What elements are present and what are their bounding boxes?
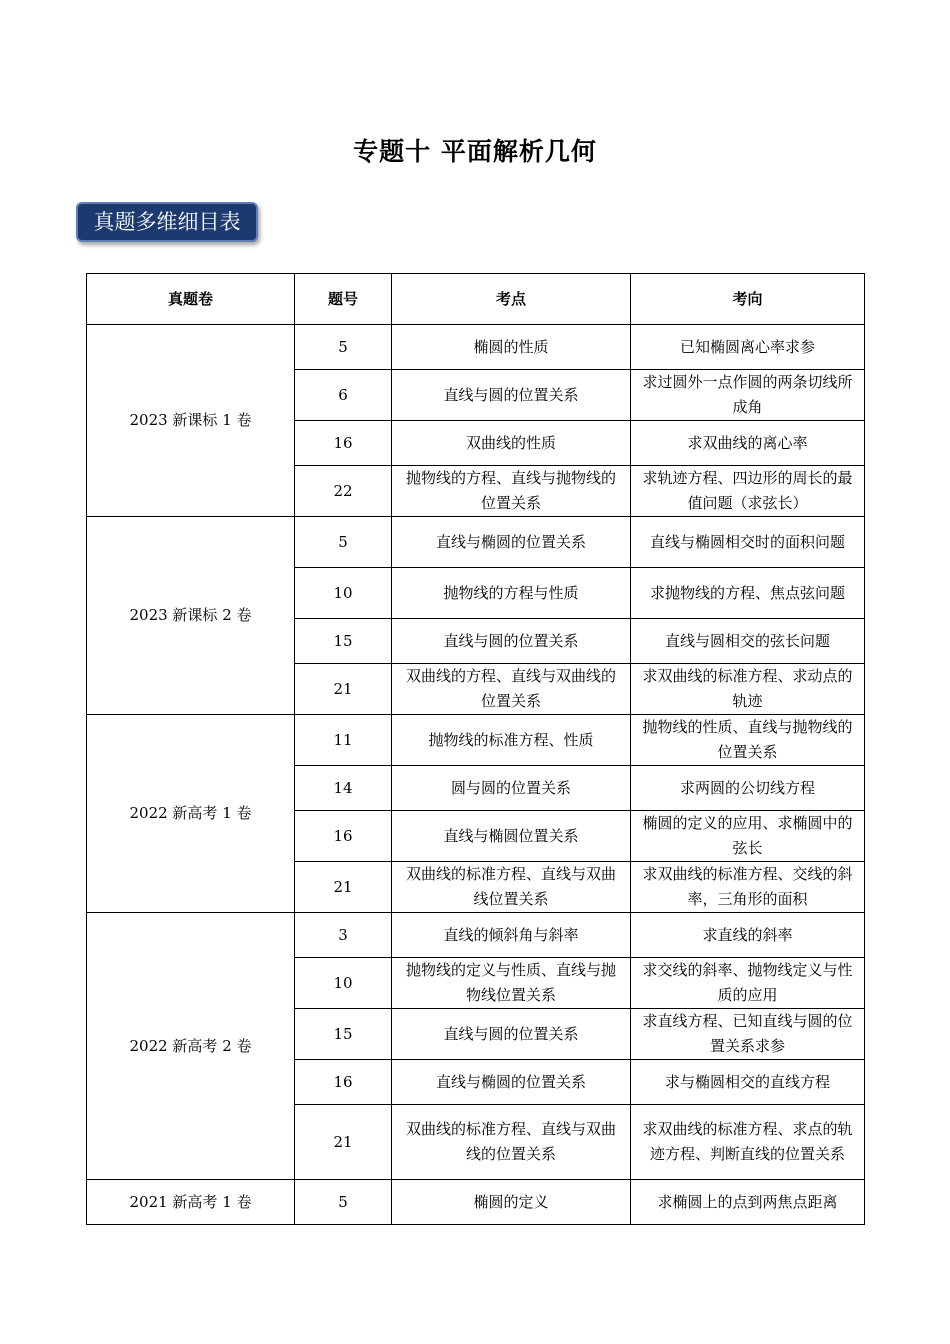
number-cell: 21 [295, 1105, 392, 1180]
page-title: 专题十 平面解析几何 [353, 137, 597, 166]
point-cell: 直线与圆的位置关系 [392, 370, 631, 421]
point-cell: 直线的倾斜角与斜率 [392, 913, 631, 958]
table-header-row [87, 274, 865, 325]
point-cell: 直线与椭圆位置关系 [392, 811, 631, 862]
point-cell: 抛物线的标准方程、性质 [392, 715, 631, 766]
point-cell: 圆与圆的位置关系 [392, 766, 631, 811]
direction-cell: 求交线的斜率、抛物线定义与性质的应用 [631, 958, 865, 1009]
table-row [87, 715, 865, 766]
number-cell: 5 [295, 1180, 392, 1225]
number-cell: 10 [295, 568, 392, 619]
point-cell: 抛物线的方程、直线与抛物线的位置关系 [392, 466, 631, 517]
number-cell: 22 [295, 466, 392, 517]
number-cell: 16 [295, 421, 392, 466]
direction-cell: 求与椭圆相交的直线方程 [631, 1060, 865, 1105]
paper-cell: 2022 新高考 1 卷 [87, 715, 295, 913]
direction-cell: 求轨迹方程、四边形的周长的最值问题（求弦长） [631, 466, 865, 517]
number-cell: 11 [295, 715, 392, 766]
direction-cell: 求两圆的公切线方程 [631, 766, 865, 811]
point-cell: 抛物线的定义与性质、直线与抛物线位置关系 [392, 958, 631, 1009]
number-cell: 5 [295, 517, 392, 568]
number-cell: 3 [295, 913, 392, 958]
direction-cell: 椭圆的定义的应用、求椭圆中的弦长 [631, 811, 865, 862]
direction-cell: 求椭圆上的点到两焦点距离 [631, 1180, 865, 1225]
point-cell: 椭圆的定义 [392, 1180, 631, 1225]
point-cell: 双曲线的方程、直线与双曲线的位置关系 [392, 664, 631, 715]
direction-cell: 抛物线的性质、直线与抛物线的位置关系 [631, 715, 865, 766]
direction-cell: 求双曲线的离心率 [631, 421, 865, 466]
table-row [87, 325, 865, 370]
point-cell: 双曲线的性质 [392, 421, 631, 466]
number-cell: 21 [295, 862, 392, 913]
paper-cell: 2021 新高考 1 卷 [87, 1180, 295, 1225]
paper-cell: 2022 新高考 2 卷 [87, 913, 295, 1180]
header-point: 考点 [392, 274, 631, 325]
number-cell: 10 [295, 958, 392, 1009]
direction-cell: 直线与圆相交的弦长问题 [631, 619, 865, 664]
direction-cell: 求过圆外一点作圆的两条切线所成角 [631, 370, 865, 421]
direction-cell: 求抛物线的方程、焦点弦问题 [631, 568, 865, 619]
paper-cell: 2023 新课标 1 卷 [87, 325, 295, 517]
point-cell: 直线与椭圆的位置关系 [392, 1060, 631, 1105]
number-cell: 21 [295, 664, 392, 715]
number-cell: 16 [295, 811, 392, 862]
paper-cell: 2023 新课标 2 卷 [87, 517, 295, 715]
direction-cell: 求双曲线的标准方程、求点的轨迹方程、判断直线的位置关系 [631, 1105, 865, 1180]
point-cell: 直线与圆的位置关系 [392, 619, 631, 664]
direction-cell: 已知椭圆离心率求参 [631, 325, 865, 370]
table-row [87, 517, 865, 568]
number-cell: 6 [295, 370, 392, 421]
point-cell: 椭圆的性质 [392, 325, 631, 370]
number-cell: 15 [295, 1009, 392, 1060]
section-badge: 真题多维细目表 [76, 202, 258, 242]
point-cell: 直线与圆的位置关系 [392, 1009, 631, 1060]
direction-cell: 求双曲线的标准方程、求动点的轨迹 [631, 664, 865, 715]
point-cell: 直线与椭圆的位置关系 [392, 517, 631, 568]
direction-cell: 求直线的斜率 [631, 913, 865, 958]
header-direction: 考向 [631, 274, 865, 325]
number-cell: 14 [295, 766, 392, 811]
point-cell: 抛物线的方程与性质 [392, 568, 631, 619]
number-cell: 15 [295, 619, 392, 664]
exam-table [86, 273, 865, 1225]
header-number: 题号 [295, 274, 392, 325]
direction-cell: 求双曲线的标准方程、交线的斜率，三角形的面积 [631, 862, 865, 913]
number-cell: 16 [295, 1060, 392, 1105]
point-cell: 双曲线的标准方程、直线与双曲线的位置关系 [392, 1105, 631, 1180]
table-row [87, 1180, 865, 1225]
header-paper: 真题卷 [87, 274, 295, 325]
point-cell: 双曲线的标准方程、直线与双曲线位置关系 [392, 862, 631, 913]
number-cell: 5 [295, 325, 392, 370]
table-row [87, 913, 865, 958]
direction-cell: 求直线方程、已知直线与圆的位置关系求参 [631, 1009, 865, 1060]
direction-cell: 直线与椭圆相交时的面积问题 [631, 517, 865, 568]
